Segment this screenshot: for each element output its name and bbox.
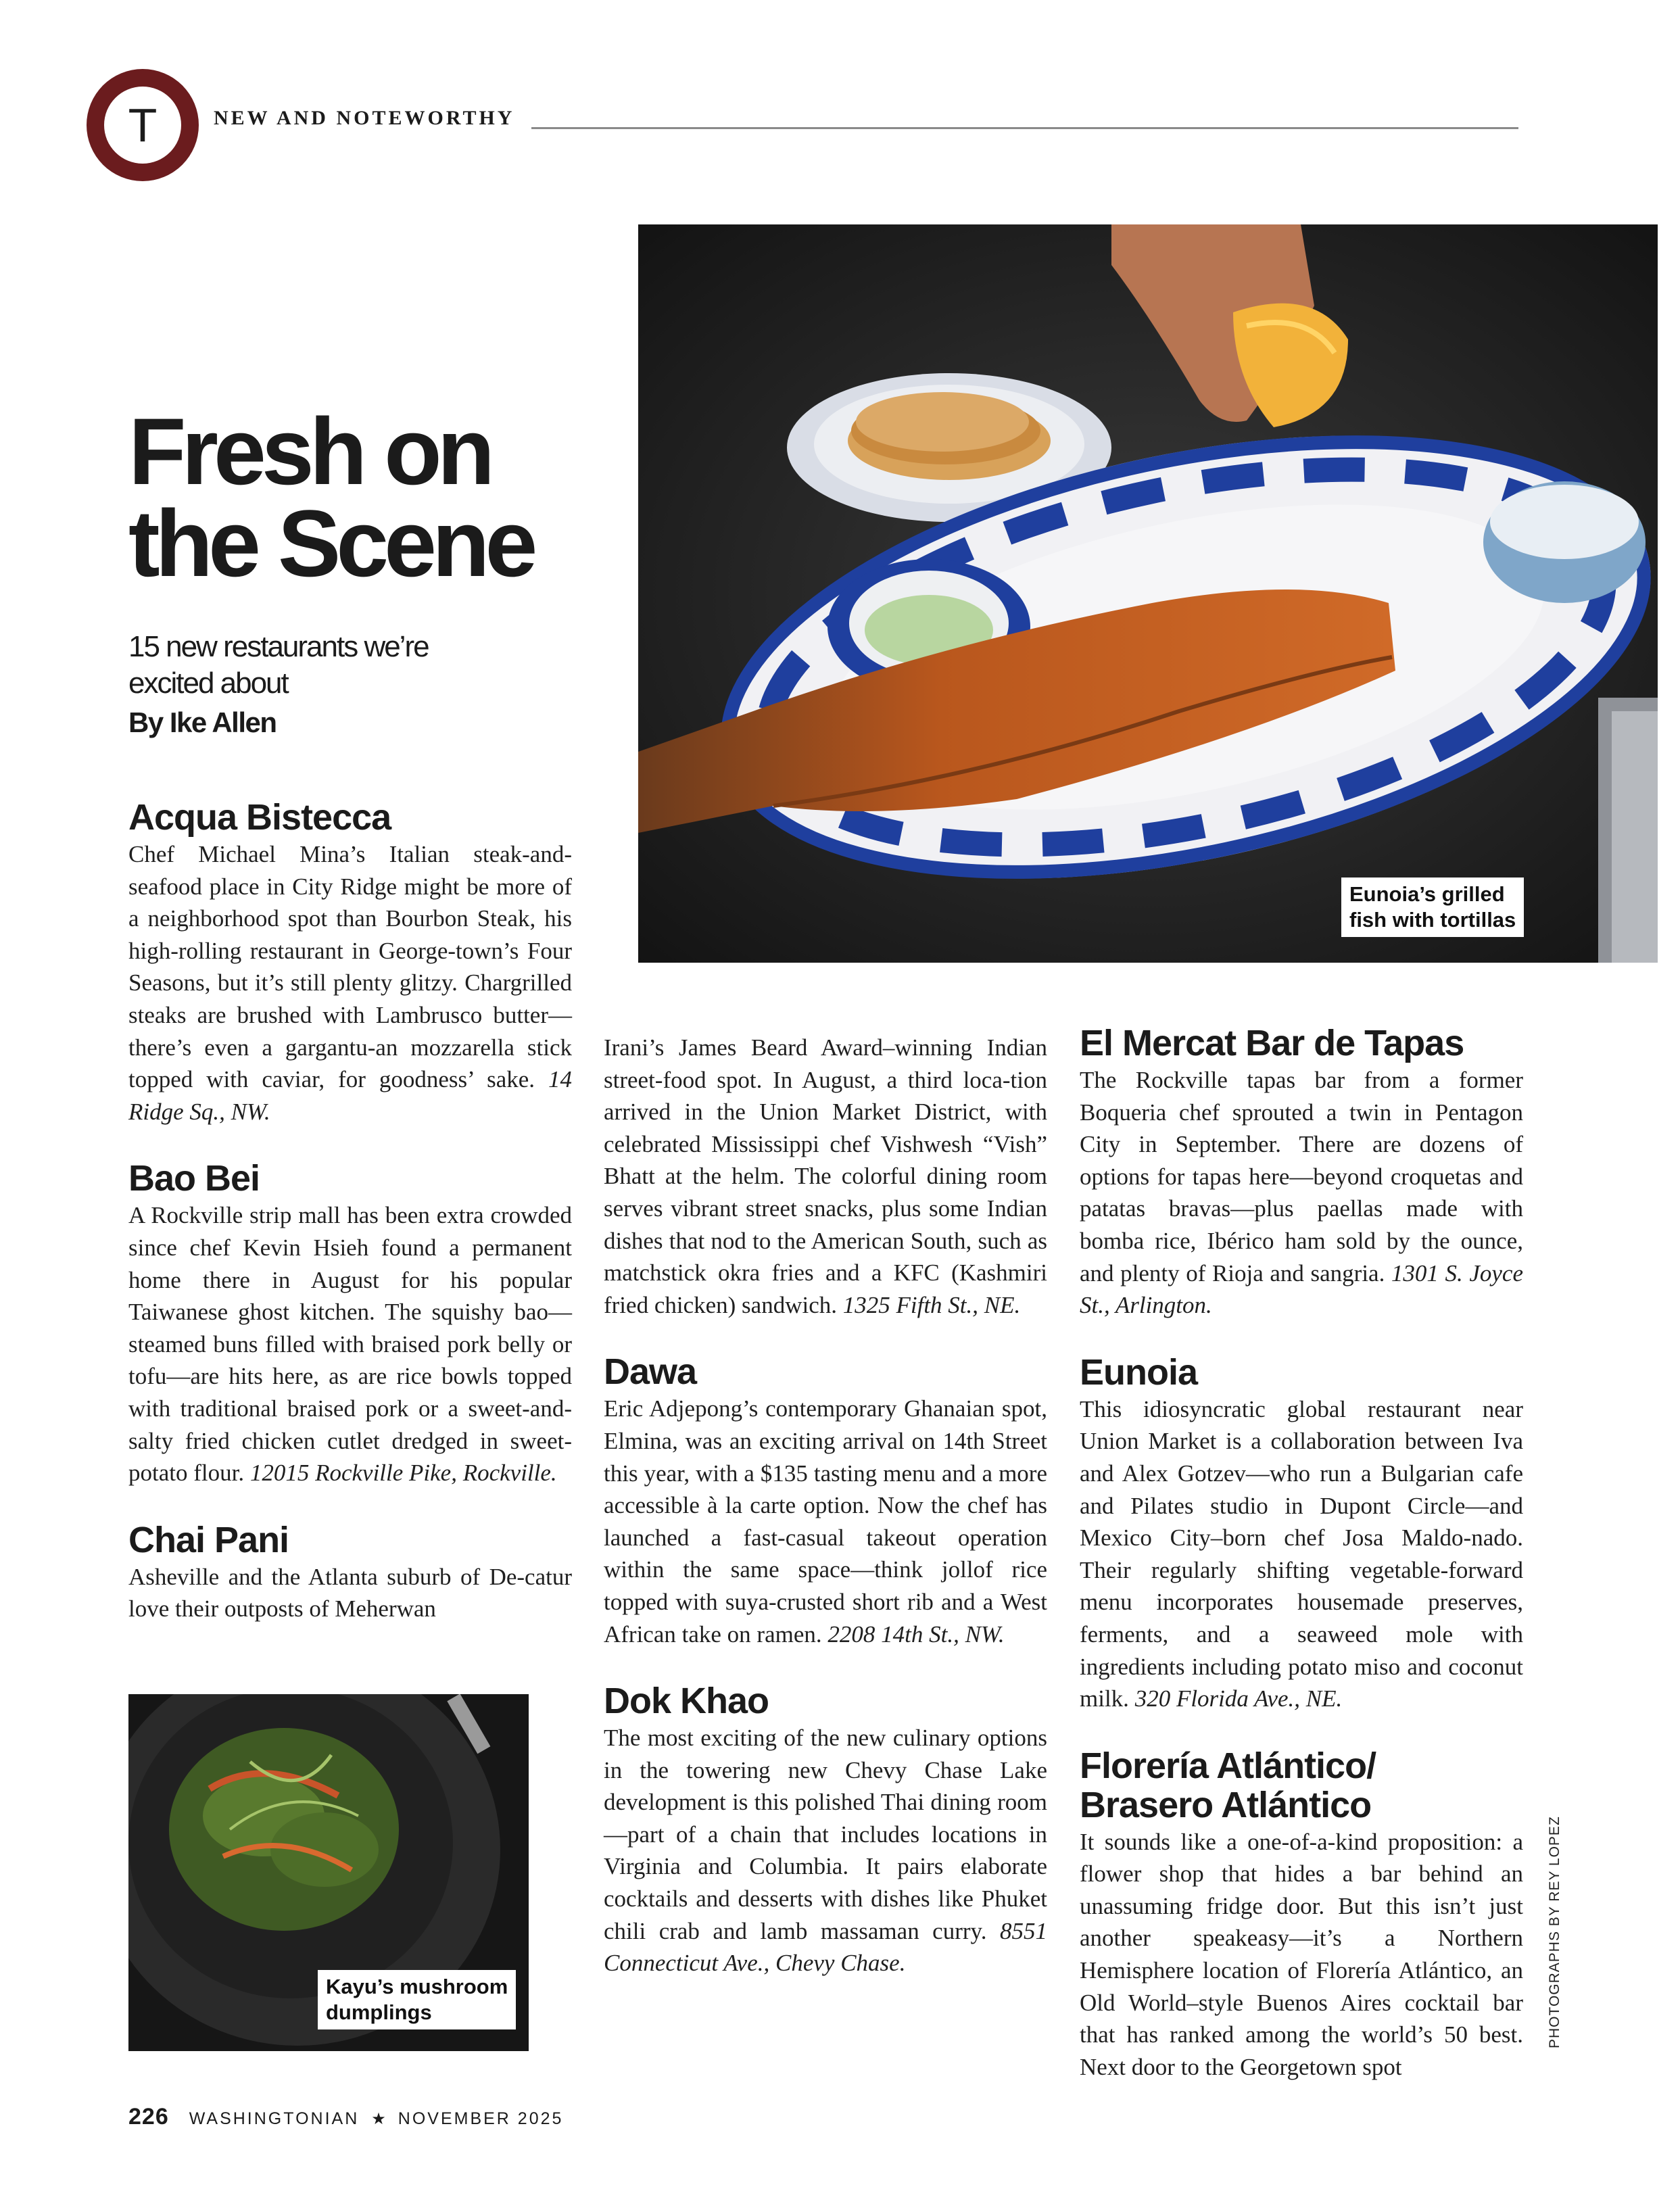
section-logo-letter: T <box>104 87 181 164</box>
entry-text: Asheville and the Atlanta suburb of De-catur love their outposts of Meherwan <box>128 1563 572 1622</box>
entry-body <box>128 1199 572 1489</box>
entry-dok-khao <box>604 1681 1047 1979</box>
small-photo-caption <box>318 1970 516 2029</box>
entry-body <box>1080 1064 1523 1322</box>
page-footer <box>128 2104 563 2130</box>
entry-eunoia <box>1080 1353 1523 1715</box>
star-icon: ★ <box>371 2110 386 2128</box>
article-dek: 15 new restaurants we’re excited about <box>128 630 429 700</box>
section-label: NEW AND NOTEWORTHY <box>214 107 515 129</box>
entry-name: Dawa <box>604 1351 697 1393</box>
entry-body <box>604 1393 1047 1650</box>
entry-address: 1325 Fifth St., NE. <box>842 1291 1021 1318</box>
column-3 <box>1080 1024 1523 2114</box>
column-2 <box>604 1032 1047 2011</box>
section-logo <box>87 69 199 181</box>
entry-name: Bao Bei <box>128 1158 260 1199</box>
entry-body <box>604 1722 1047 1979</box>
photo-credit: PHOTOGRAPHS BY REY LOPEZ <box>1547 1816 1562 2048</box>
entry-body <box>128 838 572 1128</box>
entry-body <box>1080 1393 1523 1715</box>
page-number: 226 <box>128 2104 169 2130</box>
entry-name: El Mercat Bar de Tapas <box>1080 1023 1464 1063</box>
issue-date: NOVEMBER 2025 <box>398 2109 564 2128</box>
entry-text: The Rockville tapas bar from a former Boqueria chef sprouted a twin in Pentagon City in September. There are dozens of options for tapas here—beyond croquetas and patatas bravas—plus paellas made with bomba rice, Ibérico ham sold by the ounce, and plenty of Rioja and sangria. <box>1080 1067 1523 1287</box>
header-divider <box>531 127 1518 129</box>
entry-text: A Rockville strip mall has been extra crowded since chef Kevin Hsieh found a permanent home there in August for his popular Taiwanese ghost kitchen. The squishy bao—steamed buns filled with braised pork belly or tofu—are hits here, as are rice bowls topped with traditional braised pork or a sweet-and-salty fried chicken cutlet dredged in sweet-potato flour. <box>128 1202 572 1487</box>
entry-name: Chai Pani <box>128 1519 289 1560</box>
entry-el-mercat <box>1080 1024 1523 1322</box>
small-caption-line1: Kayu’s mushroom <box>326 1975 508 1998</box>
entry-address: 14 Ridge Sq., NW. <box>128 1066 572 1125</box>
entry-text: It sounds like a one-of-a-kind proposition: a flower shop that hides a bar behind an unassuming fridge door. But this isn’t just another speakeasy—it’s a Northern Hemisphere location of Florería Atlántico, an Old World–style Buenos Aires cocktail bar that has ranked among the world’s 50 best. Next door to the Georgetown spot <box>1080 1828 1523 2080</box>
entry-bao-bei <box>128 1159 572 1489</box>
entry-body <box>604 1032 1047 1321</box>
entry-chai-pani <box>128 1520 572 1625</box>
article-title-line2: the Scene <box>128 490 533 596</box>
entry-name-line1: Florería Atlántico/ <box>1080 1745 1376 1786</box>
entry-name: Eunoia <box>1080 1351 1198 1393</box>
entry-name: Dok Khao <box>604 1681 769 1722</box>
column-1 <box>128 798 572 1656</box>
entry-acqua-bistecca <box>128 798 572 1128</box>
entry-address: 1301 S. Joyce St., Arlington. <box>1080 1259 1523 1319</box>
entry-name <box>1080 1746 1523 1825</box>
entry-name-line2: Brasero Atlántico <box>1080 1784 1372 1825</box>
entry-text: The most exciting of the new culinary options in the towering new Chevy Chase Lake development is this polished Thai dining room—part of a chain that includes locations in Virginia and Columbia. It pairs elaborate cocktails and desserts with dishes like Phuket chili crab and lamb massaman curry. <box>604 1725 1047 1944</box>
entry-body <box>1080 1826 1523 2084</box>
photo-mushroom-dumplings <box>128 1694 529 2051</box>
main-caption-line2: fish with tortillas <box>1349 908 1516 932</box>
article-byline: By Ike Allen <box>128 706 277 738</box>
entry-body <box>128 1561 572 1625</box>
entry-address: 320 Florida Ave., NE. <box>1134 1685 1343 1712</box>
entry-chai-pani-continued <box>604 1032 1047 1321</box>
publication-name: WASHINGTONIAN <box>189 2109 360 2128</box>
article-title <box>128 398 642 596</box>
entry-floreria-atlantico <box>1080 1746 1523 2084</box>
entry-address: 2208 14th St., NW. <box>827 1620 1005 1648</box>
entry-text: Eric Adjepong’s contemporary Ghanaian spot, Elmina, was an exciting arrival on 14th Street this year, with a $135 tasting menu and a more accessible à la carte option. Now the chef has launched a fast-casual takeout operation within the same space—think jollof rice topped with suya-crusted short rib and a West African take on ramen. <box>604 1395 1047 1648</box>
entry-dawa <box>604 1352 1047 1650</box>
entry-text: This idiosyncratic global restaurant near Union Market is a collaboration between Iva and Alex Gotzev—who run a Bulgarian cafe and Pilates studio in Dupont Circle—and Mexico City–born chef Josa Maldo-nado. Their regularly shifting vegetable-forward menu incorporates housemade preserves, ferments, and a seaweed mole with ingredients including potato miso and coconut milk. <box>1080 1395 1523 1712</box>
entry-name: Acqua Bistecca <box>128 797 391 838</box>
main-photo-caption <box>1341 877 1524 937</box>
entry-address: 8551 Connecticut Ave., Chevy Chase. <box>604 1917 1047 1977</box>
photo-grilled-fish <box>638 224 1658 963</box>
entry-text: Chef Michael Mina’s Italian steak-and-seafood place in City Ridge might be more of a neighborhood spot than Bourbon Steak, his high-rolling restaurant in George-town’s Four Seasons, but it’s still plenty glitzy. Chargrilled steaks are brushed with Lambrusco butter—there’s even a gargantu-an mozzarella stick topped with caviar, for goodness’ sake. <box>128 841 572 1093</box>
grilled-fish-illustration <box>638 224 1658 963</box>
entry-text: Irani’s James Beard Award–winning Indian street-food spot. In August, a third loca-tion arrived in the Union Market District, with celebrated Mississippi chef Vishwesh “Vish” Bhatt at the helm. The colorful dining room serves vibrant street snacks, plus some Indian dishes that nod to the American South, such as matchstick okra fries and a KFC (Kashmiri fried chicken) sandwich. <box>604 1034 1047 1318</box>
entry-address: 12015 Rockville Pike, Rockville. <box>249 1460 557 1487</box>
main-caption-line1: Eunoia’s grilled <box>1349 882 1505 906</box>
small-caption-line2: dumplings <box>326 2000 432 2024</box>
article-title-line1: Fresh on <box>128 398 491 504</box>
